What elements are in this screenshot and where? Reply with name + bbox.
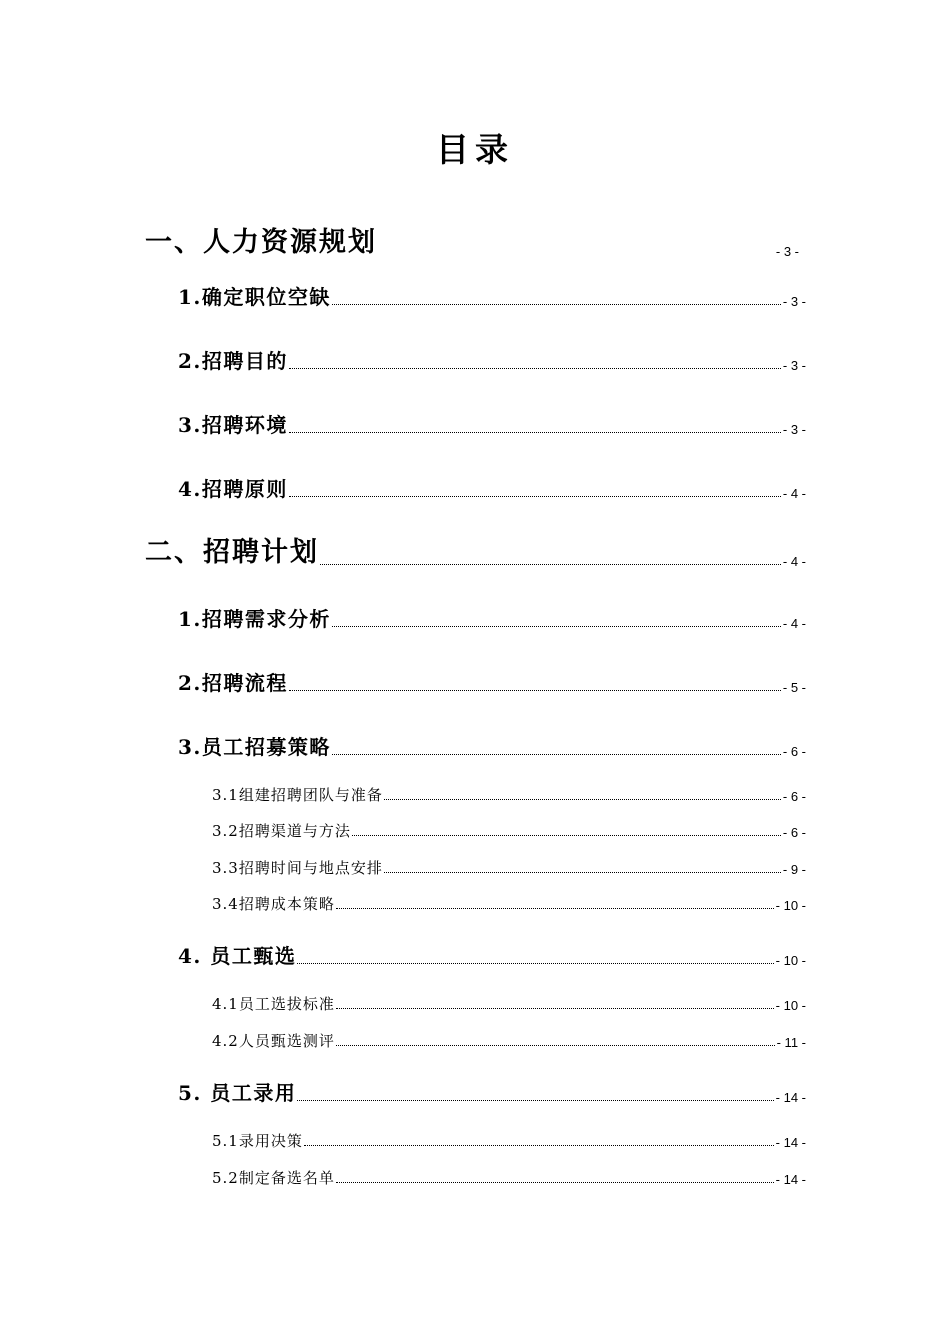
- toc-page-number: - 6 -: [782, 825, 806, 840]
- toc-entry[interactable]: [178, 943, 806, 969]
- toc-page-number: - 14 -: [775, 1090, 806, 1105]
- toc-page-number: - 11 -: [776, 1035, 806, 1050]
- toc-leader: [297, 1099, 773, 1101]
- toc-leader: [336, 907, 774, 909]
- toc-leader: [304, 1144, 774, 1146]
- toc-entry-label: 一、人力资源规划: [145, 227, 377, 258]
- toc-entry-label: 3.2招聘渠道与方法: [212, 822, 351, 840]
- toc-entry-label: 2.招聘目的: [178, 349, 288, 373]
- toc-entry-label: 4.1员工选拔标准: [212, 995, 335, 1013]
- toc-page-number: - 6 -: [782, 744, 806, 759]
- toc-entry[interactable]: [178, 734, 806, 760]
- toc-leader: [336, 1181, 774, 1183]
- toc-entry-label: 1.确定职位空缺: [178, 285, 331, 309]
- toc-page-number: - 3 -: [782, 422, 806, 437]
- toc-leader: [378, 254, 774, 255]
- toc-page-number: - 5 -: [782, 680, 806, 695]
- toc-entry-label: 二、招聘计划: [145, 537, 319, 568]
- toc-page-number: - 4 -: [782, 554, 806, 569]
- toc-entry-label: 1.招聘需求分析: [178, 607, 331, 631]
- toc-entry[interactable]: [178, 412, 806, 438]
- toc-page-number: - 4 -: [782, 616, 806, 631]
- toc-page-number: - 3 -: [782, 294, 806, 309]
- toc-entry[interactable]: [178, 1080, 806, 1106]
- toc-leader: [289, 495, 781, 497]
- toc-leader: [332, 625, 781, 627]
- toc-entry[interactable]: [145, 536, 806, 570]
- toc-page-number: - 3 -: [782, 358, 806, 373]
- toc-entry[interactable]: [212, 1131, 806, 1151]
- toc-leader: [289, 689, 781, 691]
- toc-entry-label: 5. 员工录用: [178, 1081, 297, 1105]
- toc-entry[interactable]: [145, 226, 799, 260]
- toc-entry[interactable]: [178, 476, 806, 502]
- toc-entry[interactable]: [212, 785, 806, 805]
- toc-entry-label: 3.员工招募策略: [178, 735, 331, 759]
- toc-page-number: - 10 -: [775, 998, 806, 1013]
- toc-leader: [332, 753, 781, 755]
- toc-entry-label: 4. 员工甄选: [178, 944, 297, 968]
- toc-entry[interactable]: [212, 994, 806, 1014]
- toc-leader: [289, 367, 781, 369]
- toc-page-number: - 14 -: [775, 1135, 806, 1150]
- toc-leader: [384, 871, 781, 873]
- toc-page-number: - 10 -: [775, 953, 806, 968]
- toc-page-number: - 4 -: [782, 486, 806, 501]
- toc-entry[interactable]: [212, 821, 806, 841]
- toc-leader: [352, 834, 781, 836]
- toc-leader: [320, 563, 781, 565]
- toc-page-number: - 10 -: [775, 898, 806, 913]
- toc-leader: [297, 962, 773, 964]
- toc-page-number: - 6 -: [782, 789, 806, 804]
- toc-leader: [336, 1044, 775, 1046]
- toc-title: 目录: [436, 130, 514, 169]
- toc-entry-label: 3.1组建招聘团队与准备: [212, 786, 383, 804]
- toc-page-number: - 3 -: [775, 244, 799, 259]
- toc-entry[interactable]: [178, 348, 806, 374]
- toc-entry[interactable]: [212, 1031, 806, 1051]
- toc-entry[interactable]: [212, 858, 806, 878]
- toc-leader: [336, 1007, 774, 1009]
- toc-entry-label: 4.2人员甄选测评: [212, 1032, 335, 1050]
- toc-entry-label: 3.3招聘时间与地点安排: [212, 859, 383, 877]
- toc-leader: [289, 431, 781, 433]
- toc-page-number: - 9 -: [782, 862, 806, 877]
- toc-entry-label: 5.1录用决策: [212, 1132, 303, 1150]
- toc-entry-label: 3.招聘环境: [178, 413, 288, 437]
- toc-entry-label: 5.2制定备选名单: [212, 1169, 335, 1187]
- toc-leader: [384, 798, 781, 800]
- toc-page-number: - 14 -: [775, 1172, 806, 1187]
- toc-entry-label: 4.招聘原则: [178, 477, 288, 501]
- toc-leader: [332, 303, 781, 305]
- toc-entry[interactable]: [212, 894, 806, 914]
- toc-entry[interactable]: [178, 606, 806, 632]
- toc-entry-label: 2.招聘流程: [178, 671, 288, 695]
- toc-entry-label: 3.4招聘成本策略: [212, 895, 335, 913]
- toc-entry[interactable]: [178, 670, 806, 696]
- toc-entry[interactable]: [212, 1168, 806, 1188]
- toc-entry[interactable]: [178, 284, 806, 310]
